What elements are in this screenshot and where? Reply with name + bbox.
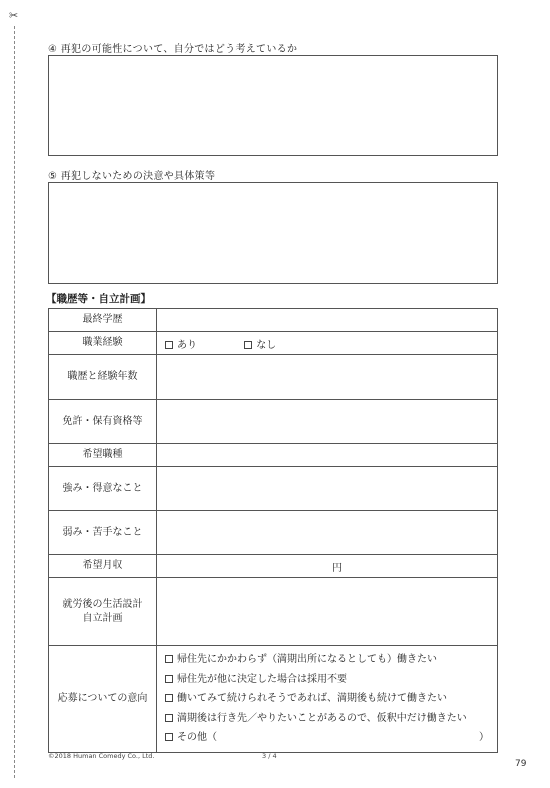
weaknesses-field[interactable] <box>157 511 498 555</box>
salary-unit: 円 <box>332 562 342 574</box>
experience-no-option[interactable] <box>244 340 276 351</box>
history-field[interactable] <box>157 355 498 400</box>
desired-salary-field[interactable] <box>157 555 498 578</box>
question-5-label: ⑤ 再犯しないための決意や具体策等 <box>48 171 216 182</box>
desired-job-label: 希望職種 <box>49 444 157 467</box>
experience-yes-label: あり <box>177 339 197 351</box>
checkbox-icon[interactable] <box>165 694 173 702</box>
checkbox-icon[interactable] <box>165 675 173 683</box>
education-label: 最終学歴 <box>49 309 157 332</box>
life-plan-label <box>49 578 157 646</box>
life-plan-label-line1: 就労後の生活設計 <box>62 599 143 610</box>
table-row <box>49 444 498 467</box>
scissors-icon: ✂ <box>9 9 19 22</box>
intent-option-other[interactable] <box>165 728 489 748</box>
licenses-label: 免許・保有資格等 <box>49 400 157 444</box>
table-row <box>49 555 498 578</box>
experience-field <box>157 332 498 355</box>
checkbox-icon[interactable] <box>165 655 173 663</box>
table-row <box>49 511 498 555</box>
experience-no-label: なし <box>256 339 277 351</box>
desired-salary-label: 希望月収 <box>49 555 157 578</box>
checkbox-icon[interactable] <box>165 733 173 741</box>
checkbox-icon[interactable] <box>165 341 173 349</box>
table-row <box>49 578 498 646</box>
table-row <box>49 332 498 355</box>
career-table <box>48 308 498 753</box>
intent-options <box>157 646 498 753</box>
table-row <box>49 400 498 444</box>
licenses-field[interactable] <box>157 400 498 444</box>
footer-copyright: ©2018 Human Comedy Co., Ltd. <box>48 752 155 760</box>
checkbox-icon[interactable] <box>165 714 173 722</box>
intent-option-label: 働いてみて続けられそうであれば、満期後も続けて働きたい <box>177 693 447 705</box>
table-row <box>49 355 498 400</box>
footer-page-indicator: 3 / 4 <box>262 752 277 760</box>
weaknesses-label: 弱み・苦手なこと <box>49 511 157 555</box>
strengths-field[interactable] <box>157 467 498 511</box>
intent-option-label: 満期後は行き先／やりたいことがあるので、仮釈中だけ働きたい <box>177 712 467 724</box>
question-5-answer-box[interactable] <box>48 182 498 284</box>
intent-option-label: その他（ <box>177 732 217 744</box>
strengths-label: 強み・得意なこと <box>49 467 157 511</box>
checkbox-icon[interactable] <box>244 341 252 349</box>
table-row <box>49 467 498 511</box>
intent-label: 応募についての意向 <box>49 646 157 753</box>
education-field[interactable] <box>157 309 498 332</box>
intent-option-label: 帰住先が他に決定した場合は採用不要 <box>177 673 347 685</box>
cut-line <box>14 26 15 778</box>
desired-job-field[interactable] <box>157 444 498 467</box>
experience-label: 職業経験 <box>49 332 157 355</box>
history-label: 職歴と経験年数 <box>49 355 157 400</box>
experience-yes-option[interactable] <box>165 340 200 351</box>
other-close-paren: ） <box>479 732 489 744</box>
life-plan-label-line2: 自立計画 <box>82 612 123 624</box>
question-4-label: ④ 再犯の可能性について、自分ではどう考えているか <box>48 44 298 55</box>
intent-option[interactable] <box>165 709 489 729</box>
career-section-title: 【職歴等・自立計画】 <box>46 293 151 305</box>
table-row <box>49 646 498 753</box>
table-row <box>49 309 498 332</box>
intent-option-label: 帰住先にかかわらず（満期出所になるとしても）働きたい <box>177 654 437 666</box>
life-plan-field[interactable] <box>157 578 498 646</box>
intent-option[interactable] <box>165 689 489 709</box>
page-number: 79 <box>515 759 527 769</box>
question-4-answer-box[interactable] <box>48 55 498 156</box>
intent-option[interactable] <box>165 650 489 670</box>
intent-option[interactable] <box>165 670 489 690</box>
